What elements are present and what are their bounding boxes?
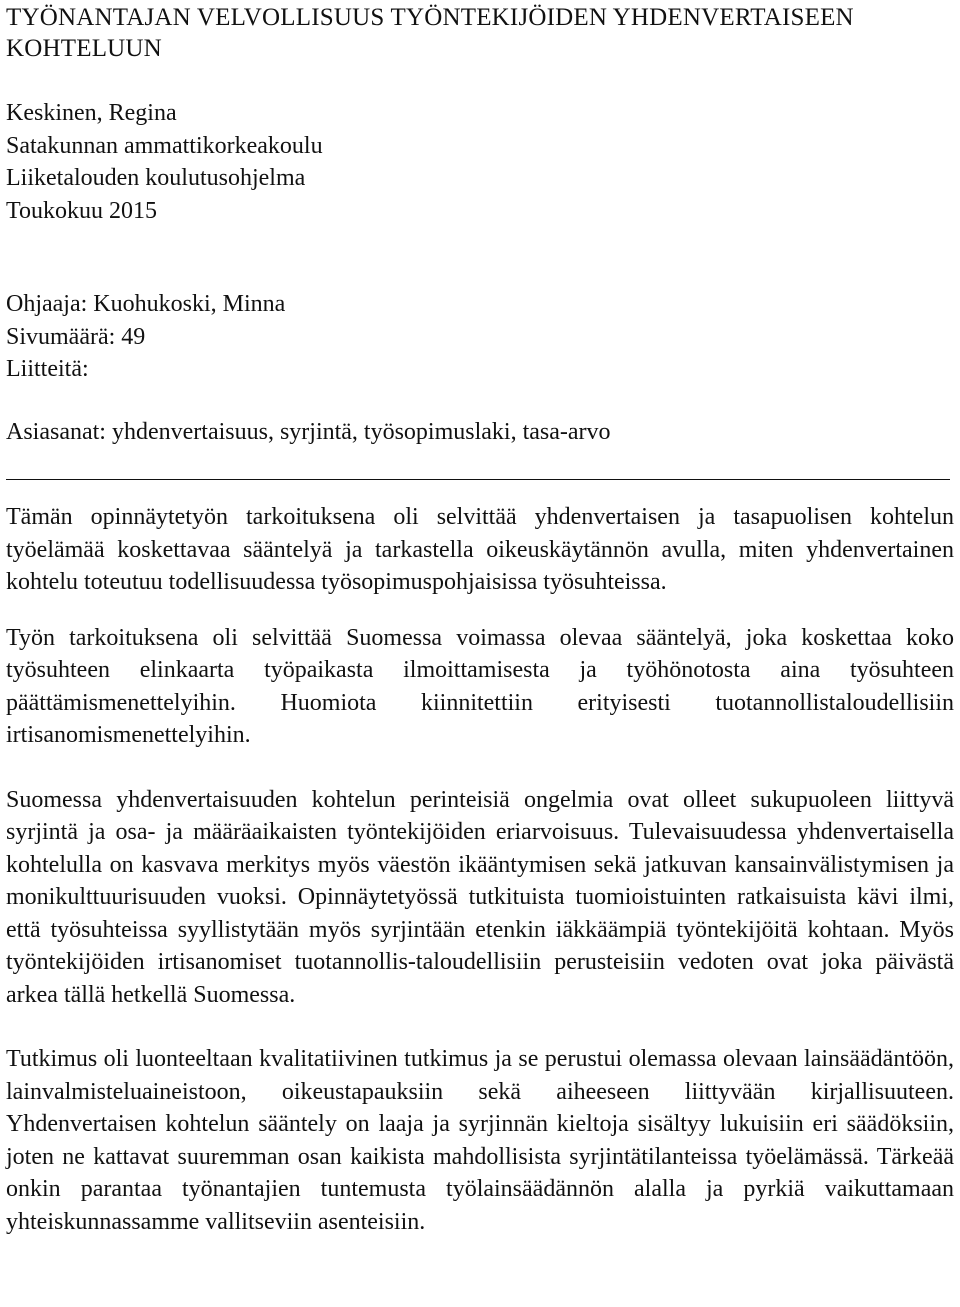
author-name: Keskinen, Regina	[6, 100, 177, 126]
page-count: Sivumäärä: 49	[6, 323, 146, 350]
abstract-paragraph-4: Tutkimus oli luonteeltaan kvalitatiivinen tutkimus ja se perustui olemassa olevaan lainsäädäntöön, lainvalmisteluaineistoon, oikeustapauksiin sekä aiheeseen liittyvään kirjallisuuteen. Yhdenvertaisen kohtelun sääntely on laaja ja syrjinnän kieltoja sisältyy lukuisiin eri säädöksiin, joten ne kattavat suuremman osan kaikista mahdollisista syrjintätilanteissa työelämässä. Tärkeää onkin parantaa työnantajien tuntemusta työlainsäädännön alalla ja pyrkiä vaikuttamaan yhteiskunnassamme vallitseviin asenteisiin.	[6, 1046, 954, 1235]
author-info-block	[6, 97, 954, 227]
publication-date: Toukokuu 2015	[6, 197, 157, 224]
thesis-details-block	[6, 288, 954, 386]
keywords: Asiasanat: yhdenvertaisuus, syrjintä, työsopimuslaki, tasa-arvo	[6, 418, 611, 445]
keywords-block	[6, 416, 954, 449]
abstract-paragraph-3: Suomessa yhdenvertaisuuden kohtelun perinteisiä ongelmia ovat olleet sukupuoleen liittyvä syrjintä ja osa- ja määräaikaisten työntekijöiden eriarvoisuus. Tulevaisuudessa yhdenvertaisella kohtelulla on kasvava merkitys myös väestön ikääntymisen sekä jatkuvan kansainvälistymisen ja monikulttuurisuuden vuoksi. Opinnäytetyössä tutkituista tuomioistuinten ratkaisuista kävi ilmi, että työsuhteissa syyllistytään myös syrjintään etenkin iäkkäämpiä työntekijöitä kohtaan. Myös työntekijöiden irtisanomiset tuotannollis-taloudellisiin perusteisiin vedoten ovat joka päivästä arkea tällä hetkellä Suomessa.	[6, 786, 954, 1008]
thesis-abstract-page	[6, 0, 954, 1238]
supervisor: Ohjaaja: Kuohukoski, Minna	[6, 291, 286, 317]
section-divider	[6, 479, 950, 480]
abstract-paragraph-2: Työn tarkoituksena oli selvittää Suomessa voimassa olevaa sääntelyä, joka koskettaa koko työsuhteen elinkaarta työpaikasta ilmoittamisesta ja työhönotosta aina työsuhteen päättämismenettelyihin. Huomiota kiinnitettiin erityisesti tuotannollistaloudellisiin irtisanomismenettelyihin.	[6, 624, 954, 748]
document-title: TYÖNANTAJAN VELVOLLISUUS TYÖNTEKIJÖIDEN YHDENVERTAISEEN KOHTELUUN	[6, 4, 854, 62]
degree-program: Liiketalouden koulutusohjelma	[6, 165, 306, 191]
school-name: Satakunnan ammattikorkeakoulu	[6, 132, 323, 159]
appendices: Liitteitä:	[6, 356, 89, 382]
abstract-paragraph-1: Tämän opinnäytetyön tarkoituksena oli selvittää yhdenvertaisen ja tasapuolisen kohtelun työelämää koskettavaa sääntelyä ja tarkastella oikeuskäytännön avulla, miten yhdenvertainen kohtelu toteutuu todellisuudessa työsopimuspohjaisissa työsuhteissa.	[6, 504, 954, 595]
